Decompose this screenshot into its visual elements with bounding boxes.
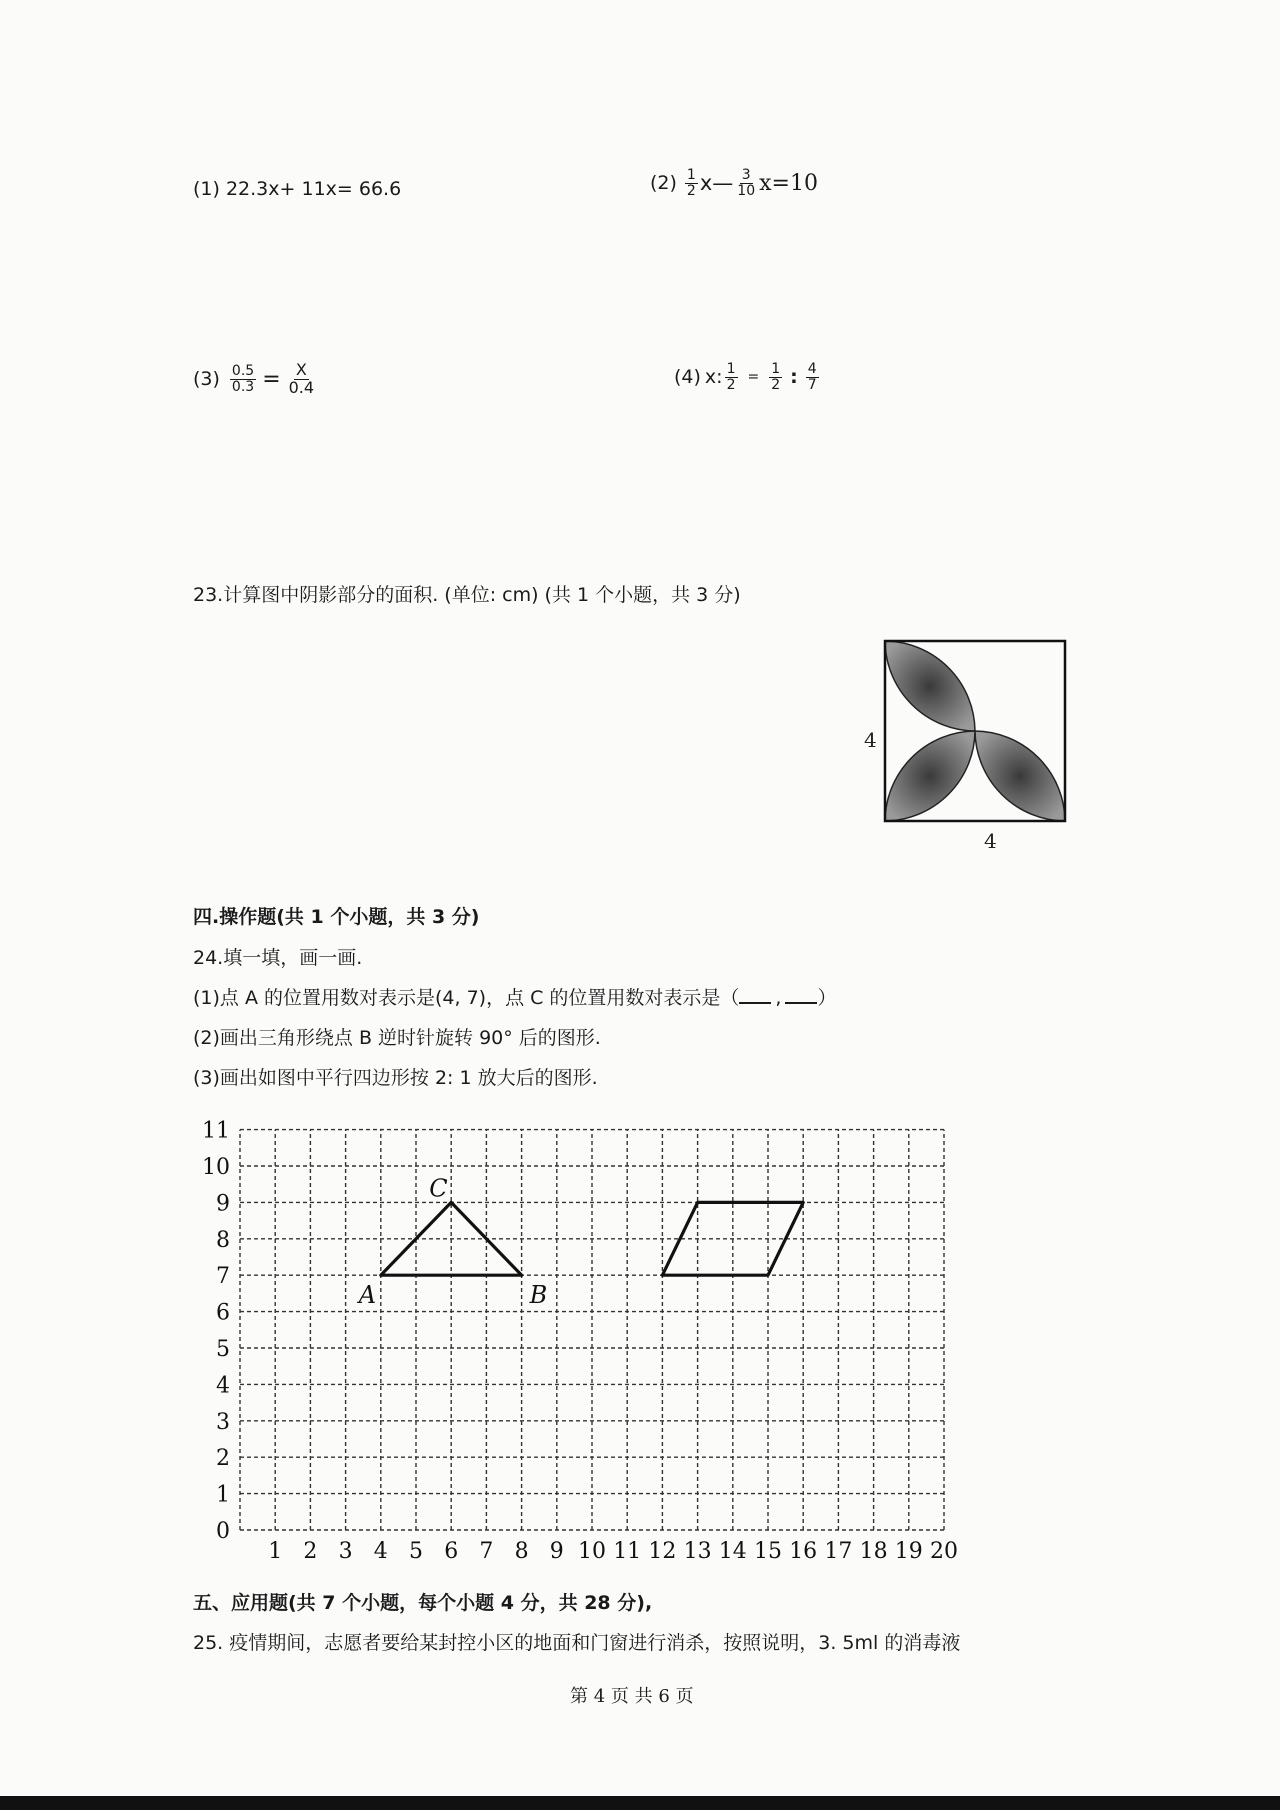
question-25-text: 25. 疫情期间，志愿者要给某封控小区的地面和门窗进行消杀，按照说明，3. 5ml 的消毒液 <box>193 1632 961 1654</box>
y-tick-label: 8 <box>216 1227 230 1253</box>
y-tick-label: 7 <box>216 1264 230 1290</box>
question-24-part-1: (1)点 A 的位置用数对表示是(4, 7)，点 C 的位置用数对表示是（ , ） <box>193 983 836 1010</box>
equation-1-label: (1) <box>193 178 220 200</box>
x-tick-label: 18 <box>859 1539 888 1564</box>
y-tick-label: 5 <box>216 1337 230 1362</box>
equation-4-fraction-2: $\frac{1}{2}$ <box>771 361 781 393</box>
x-tick-label: 11 <box>613 1539 642 1564</box>
x-tick-label: 16 <box>789 1539 818 1564</box>
x-tick-label: 5 <box>409 1539 423 1564</box>
equation-4: (4) x: $\frac{1}{2}$ = $\frac{1}{2}$ : $\frac{4}{7}$ <box>674 361 817 393</box>
equation-2-fraction-2: $\frac{3}{10}$ <box>737 167 756 199</box>
answer-blank-2[interactable] <box>785 984 817 1004</box>
y-tick-label: 0 <box>216 1519 230 1544</box>
x-tick-label: 7 <box>479 1539 494 1564</box>
shaded-leaf-bottom-left <box>885 731 975 821</box>
equation-2-label: (2) <box>650 172 677 195</box>
question-24-part-2: (2)画出三角形绕点 B 逆时针旋转 90° 后的图形. <box>193 1027 601 1049</box>
x-tick-label: 13 <box>683 1539 712 1564</box>
shaded-leaf-top-left <box>885 641 975 731</box>
y-tick-label: 6 <box>216 1300 230 1326</box>
x-tick-label: 1 <box>268 1539 283 1564</box>
y-tick-label: 4 <box>216 1373 230 1399</box>
bottom-length-label: 4 <box>984 829 997 853</box>
y-tick-label: 1 <box>216 1482 230 1508</box>
x-tick-label: 20 <box>930 1539 958 1564</box>
section-5-heading: 五、应用题(共 7 个小题，每个小题 4 分，共 28 分), <box>193 1592 653 1614</box>
equation-3-label: (3) <box>193 368 220 391</box>
y-tick-label: 11 <box>202 1118 230 1144</box>
equation-2: (2) $\frac{1}{2}$ x — $\frac{3}{10}$ x=10 <box>650 167 818 199</box>
shaded-area-figure <box>850 632 1090 858</box>
question-24-title: 24.填一填，画一画. <box>193 947 363 969</box>
coordinate-grid <box>195 1100 985 1570</box>
x-tick-label: 3 <box>338 1539 353 1564</box>
side-length-label: 4 <box>864 728 877 752</box>
equation-3-fraction-2: $\frac{X}{0.4}$ <box>288 360 315 397</box>
x-tick-label: 2 <box>303 1539 318 1564</box>
section-4-heading: 四.操作题(共 1 个小题，共 3 分) <box>193 906 480 928</box>
x-tick-label: 14 <box>718 1539 747 1564</box>
question-24-part-3: (3)画出如图中平行四边形按 2: 1 放大后的图形. <box>193 1067 598 1089</box>
y-tick-label: 3 <box>216 1409 230 1435</box>
x-tick-label: 8 <box>514 1539 529 1564</box>
x-tick-label: 10 <box>578 1539 606 1564</box>
triangle-vertex-label-a: A <box>358 1281 377 1310</box>
x-tick-label: 19 <box>894 1539 923 1564</box>
x-tick-label: 6 <box>444 1539 459 1564</box>
x-tick-label: 12 <box>648 1539 677 1564</box>
x-tick-label: 15 <box>754 1539 782 1564</box>
triangle-vertex-label-b: B <box>529 1281 548 1310</box>
x-tick-label: 4 <box>373 1539 388 1564</box>
y-tick-label: 9 <box>216 1191 230 1217</box>
page-number-footer: 第 4 页 共 6 页 <box>570 1686 694 1707</box>
y-tick-label: 2 <box>216 1446 230 1472</box>
triangle-vertex-label-c: C <box>429 1174 448 1203</box>
equation-4-label: (4) <box>674 366 701 389</box>
equation-2-fraction-1: $\frac{1}{2}$ <box>686 167 696 199</box>
shaded-leaf-bottom-right <box>975 731 1065 821</box>
answer-blank-1[interactable] <box>739 984 771 1004</box>
equation-4-fraction-1: $\frac{1}{2}$ <box>726 361 736 393</box>
x-tick-label: 9 <box>549 1539 564 1564</box>
y-tick-label: 10 <box>202 1155 230 1180</box>
equation-1 <box>193 178 401 200</box>
equation-3-fraction-1: $\frac{0.5}{0.3}$ <box>231 363 255 395</box>
question-23-title: 23.计算图中阴影部分的面积. (单位: cm) (共 1 个小题，共 3 分) <box>193 584 741 606</box>
equation-1-text: 22.3x+ 11x= 66.6 <box>225 178 402 200</box>
equation-3: (3) $\frac{0.5}{0.3}$ = $\frac{X}{0.4}$ <box>193 360 315 397</box>
x-tick-label: 17 <box>824 1539 853 1564</box>
equation-4-fraction-3: $\frac{4}{7}$ <box>807 361 817 393</box>
bottom-border <box>0 1796 1280 1810</box>
